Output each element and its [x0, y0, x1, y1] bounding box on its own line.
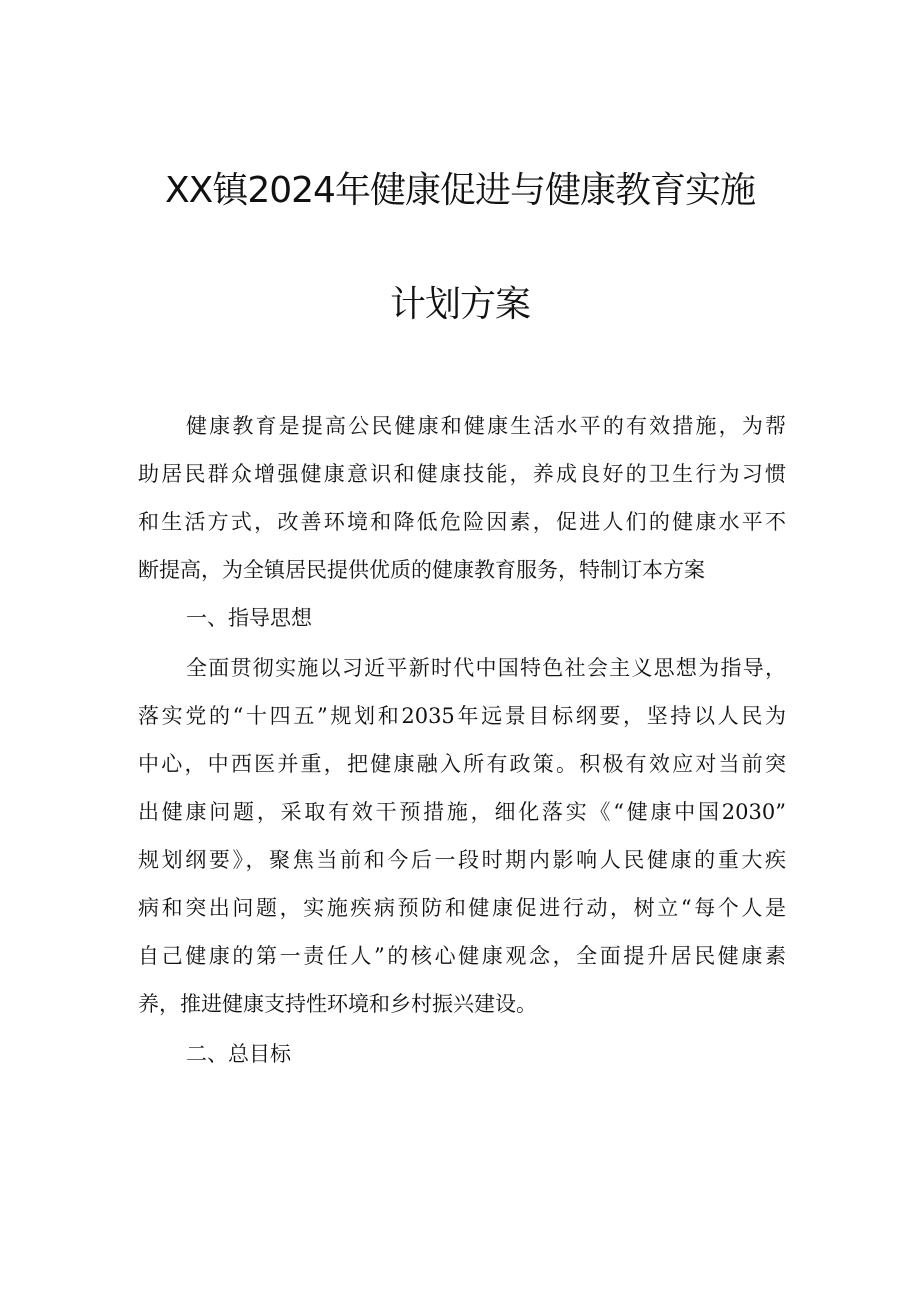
intro-line-1: 健康教育是提高公民健康和健康生活水平的有效措施，为帮 [186, 414, 786, 438]
intro-line-4: 断提高，为全镇居民提供优质的健康教育服务，特制订本方案 [138, 558, 705, 582]
section-2-heading: 二、总目标 [186, 1042, 291, 1066]
section-1-line-5: 规划纲要》，聚焦当前和今后一段时期内影响人民健康的重大疾 [138, 848, 786, 872]
document-title-line-2: 计划方案 [389, 284, 530, 325]
section-1-line-7: 自己健康的第一责任人”的核心健康观念，全面提升居民健康素 [138, 944, 786, 968]
document-title-line-1: XX镇2024年健康促进与健康教育实施 [165, 170, 755, 211]
intro-line-3: 和生活方式，改善环境和降低危险因素，促进人们的健康水平不 [138, 510, 786, 534]
section-1-line-2: 落实党的“十四五”规划和2035年远景目标纲要，坚持以人民为 [138, 704, 786, 728]
section-1-line-1: 全面贯彻实施以习近平新时代中国特色社会主义思想为指导， [186, 656, 786, 680]
intro-line-2: 助居民群众增强健康意识和健康技能，养成良好的卫生行为习惯 [138, 462, 786, 486]
section-1-heading: 一、指导思想 [186, 606, 312, 630]
section-1-line-4: 出健康问题，采取有效干预措施，细化落实《“健康中国2030” [138, 800, 786, 824]
section-1-line-6: 病和突出问题，实施疾病预防和健康促进行动，树立“每个人是 [138, 896, 786, 920]
section-1-line-8: 养，推进健康支持性环境和乡村振兴建设。 [138, 992, 537, 1016]
section-1-line-3: 中心，中西医并重，把健康融入所有政策。积极有效应对当前突 [138, 752, 786, 776]
